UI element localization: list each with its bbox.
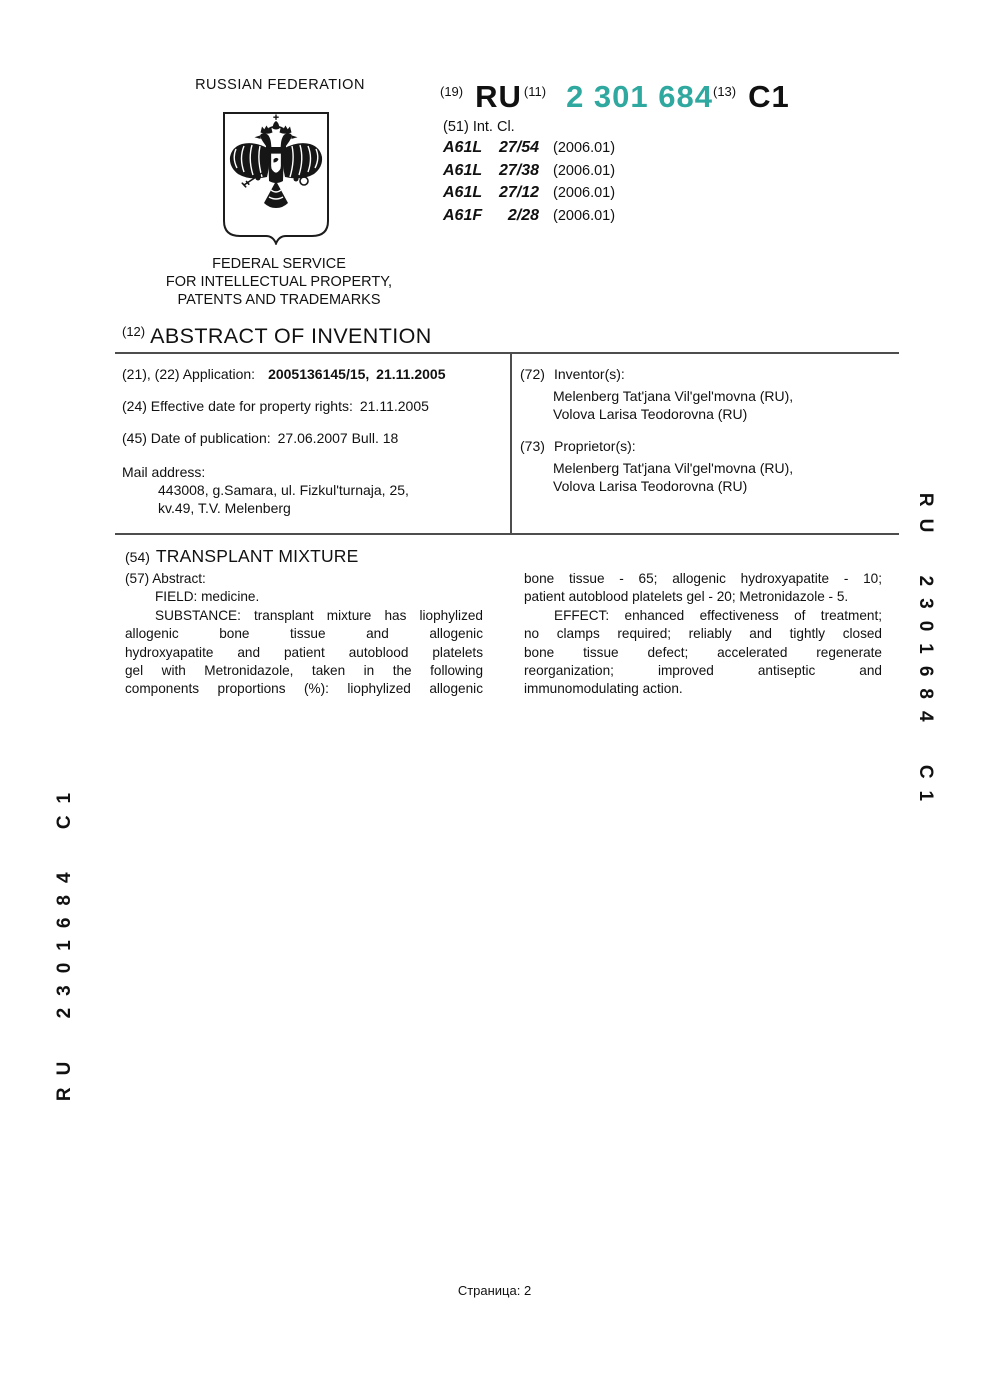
doc-title [122, 324, 432, 349]
table-rule-top [115, 352, 899, 354]
doc-title-num: (12) [122, 324, 146, 339]
ipc-version: (2006.01) [553, 208, 616, 225]
country-label: RUSSIAN FEDERATION [195, 77, 365, 93]
mail-address-line: kv.49, T.V. Melenberg [158, 500, 291, 516]
ipc-class: A61L [443, 161, 483, 179]
int-cl-block [443, 119, 615, 230]
proprietors-row [520, 438, 636, 454]
effective-date-value: 21.11.2005 [359, 398, 429, 414]
invention-title: TRANSPLANT MIXTURE [155, 546, 359, 566]
abstract-left-column [125, 546, 483, 699]
mail-address-line: 443008, g.Samara, ul. Fizkul'turnaja, 25, [158, 482, 409, 498]
int-cl-label: (51) Int. Cl. [443, 119, 515, 135]
ipc-class: A61F [443, 207, 483, 225]
abstract-line: bone tissue - 65; allogenic hydroxyapatite - 10; [524, 571, 882, 586]
inventors-row [520, 366, 625, 382]
office-line: PATENTS AND TRADEMARKS [177, 292, 381, 308]
proprietor-name: Melenberg Tat'jana Vil'gel'movna (RU), [553, 460, 794, 476]
publication-date-value: 27.06.2007 Bull. 18 [277, 430, 399, 446]
ipc-version: (2006.01) [553, 162, 616, 179]
column-divider [510, 352, 512, 535]
abstract-line: no clamps required; reliably and tightly closed [524, 626, 882, 642]
abstract-line: patient autoblood platelets gel - 20; Metronidazole - 5. [524, 589, 849, 605]
application-label: (21), (22) Application: [122, 366, 256, 382]
int-cl-row [443, 207, 615, 230]
kind-code: C1 [748, 79, 790, 114]
side-publication-number-right: RU 2301684 C1 [915, 492, 936, 814]
page-footer: Страница: 2 [457, 1283, 532, 1298]
table-rule-bottom [115, 533, 899, 535]
abstract-line: EFFECT: enhanced effectiveness of treatment; [554, 607, 882, 623]
abstract-field-line: FIELD: medicine. [155, 589, 260, 605]
publication-number: 2 301 684 [566, 79, 713, 114]
invention-title-num: (54) [125, 549, 150, 565]
invention-title-row [125, 546, 483, 570]
inventor-name: Volova Larisa Teodorovna (RU) [553, 406, 748, 422]
application-value: 2005136145/15, 21.11.2005 [268, 366, 446, 382]
ipc-subclass: 2/28 [507, 207, 539, 225]
country-code: RU [475, 79, 522, 114]
ref-code-13: (13) [712, 84, 737, 99]
abstract-label: (57) Abstract: [125, 571, 206, 586]
effective-date-row [122, 398, 429, 414]
publication-date-label: (45) Date of publication: [122, 430, 271, 446]
effective-date-label: (24) Effective date for property rights: [122, 398, 353, 414]
ipc-version: (2006.01) [553, 140, 616, 156]
proprietors-label: Proprietor(s): [554, 438, 636, 454]
mail-address-label: Mail address: [122, 464, 206, 480]
office-line: FEDERAL SERVICE [212, 256, 346, 272]
ref-code-19: (19) [440, 84, 464, 99]
abstract-right-column [524, 570, 882, 699]
proprietor-name: Volova Larisa Teodorovna (RU) [553, 478, 748, 494]
double-headed-eagle-icon [222, 111, 330, 245]
abstract-line: gel with Metronidazole, taken in the following [125, 663, 483, 679]
inventors-label: Inventor(s): [554, 366, 625, 382]
int-cl-row [443, 139, 615, 162]
ipc-version: (2006.01) [553, 185, 616, 202]
doc-title-text: ABSTRACT OF INVENTION [150, 324, 432, 348]
abstract-line: allogenic bone tissue and allogenic [125, 626, 483, 642]
inventors-num: (72) [520, 366, 545, 382]
ipc-subclass: 27/38 [498, 161, 539, 179]
abstract-line: reorganization; improved antiseptic and [524, 663, 882, 679]
proprietors-num: (73) [520, 438, 545, 454]
abstract-line: immunomodulating action. [524, 681, 683, 697]
side-publication-number-left: RU 2301684 C1 [54, 780, 75, 1102]
ipc-subclass: 27/54 [498, 139, 539, 156]
office-name [149, 255, 409, 309]
int-cl-row [443, 184, 615, 207]
publication-date-row [122, 430, 398, 446]
publication-number-line [440, 79, 790, 115]
int-cl-row [443, 162, 615, 185]
abstract-line: SUBSTANCE: transplant mixture has liophylized [155, 607, 483, 623]
abstract-line: components proportions (%): liophylized allogenic [125, 681, 483, 697]
ipc-class: A61L [443, 184, 483, 202]
abstract-line: bone tissue defect; accelerated regenerate [524, 644, 882, 660]
ipc-class: A61L [443, 139, 483, 156]
ipc-subclass: 27/12 [498, 184, 539, 202]
inventor-name: Melenberg Tat'jana Vil'gel'movna (RU), [553, 388, 794, 404]
ref-code-11: (11) [523, 84, 547, 99]
office-line: FOR INTELLECTUAL PROPERTY, [165, 274, 393, 290]
application-row [122, 366, 445, 382]
abstract-line: hydroxyapatite and patient autoblood platelets [125, 644, 483, 660]
coat-of-arms [222, 111, 330, 245]
